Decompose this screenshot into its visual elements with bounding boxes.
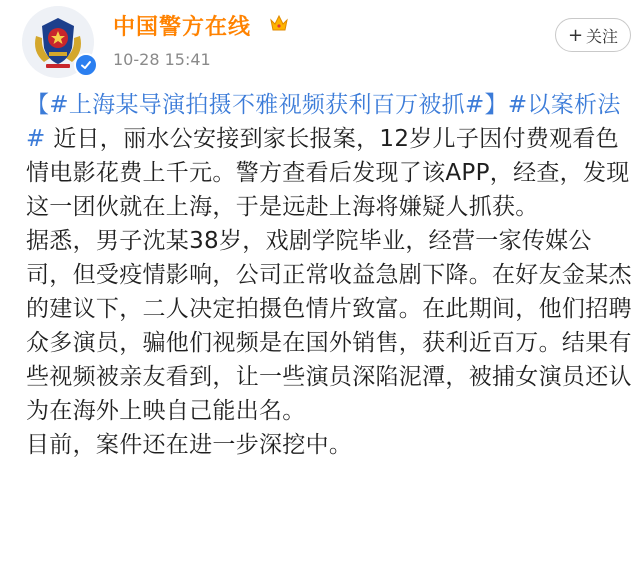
post-header <box>0 0 640 80</box>
hashtag-link[interactable]: 【#上海某导演拍摄不雅视频获利百万被抓#】 <box>26 92 508 118</box>
paragraph-text: 近日，丽水公安接到家长报案，12岁儿子因付费观看色情电影花费上千元。警方查看后发现了该APP，经查，发现这一团伙就在上海，于是远赴上海将嫌疑人抓获。 <box>26 126 630 220</box>
post-paragraph-2: 据悉，男子沈某38岁，戏剧学院毕业，经营一家传媒公司，但受疫情影响，公司正常收益急剧下降。在好友金某杰的建议下，二人决定拍摄色情片致富。在此期间，他们招聘众多演员，骗他们视频是在国外销售，获利近百万。结果有些视频被亲友看到，让一些演员深陷泥潭，被捕女演员还认为在海外上映自己能出名。 <box>26 228 632 424</box>
post-timestamp: 10-28 15:41 <box>113 50 211 69</box>
verified-badge-icon <box>74 53 98 77</box>
post-paragraph-1 <box>26 88 632 224</box>
hashtag-link[interactable]: #以案析法# <box>26 92 621 152</box>
account-name[interactable]: 中国警方在线 <box>113 15 252 40</box>
plus-icon: + <box>567 24 584 46</box>
post-text <box>26 88 632 462</box>
follow-label: 关注 <box>586 26 619 46</box>
crown-icon <box>268 12 290 34</box>
post-paragraph-3: 目前，案件还在进一步深挖中。 <box>26 432 353 458</box>
follow-button[interactable] <box>555 18 631 52</box>
